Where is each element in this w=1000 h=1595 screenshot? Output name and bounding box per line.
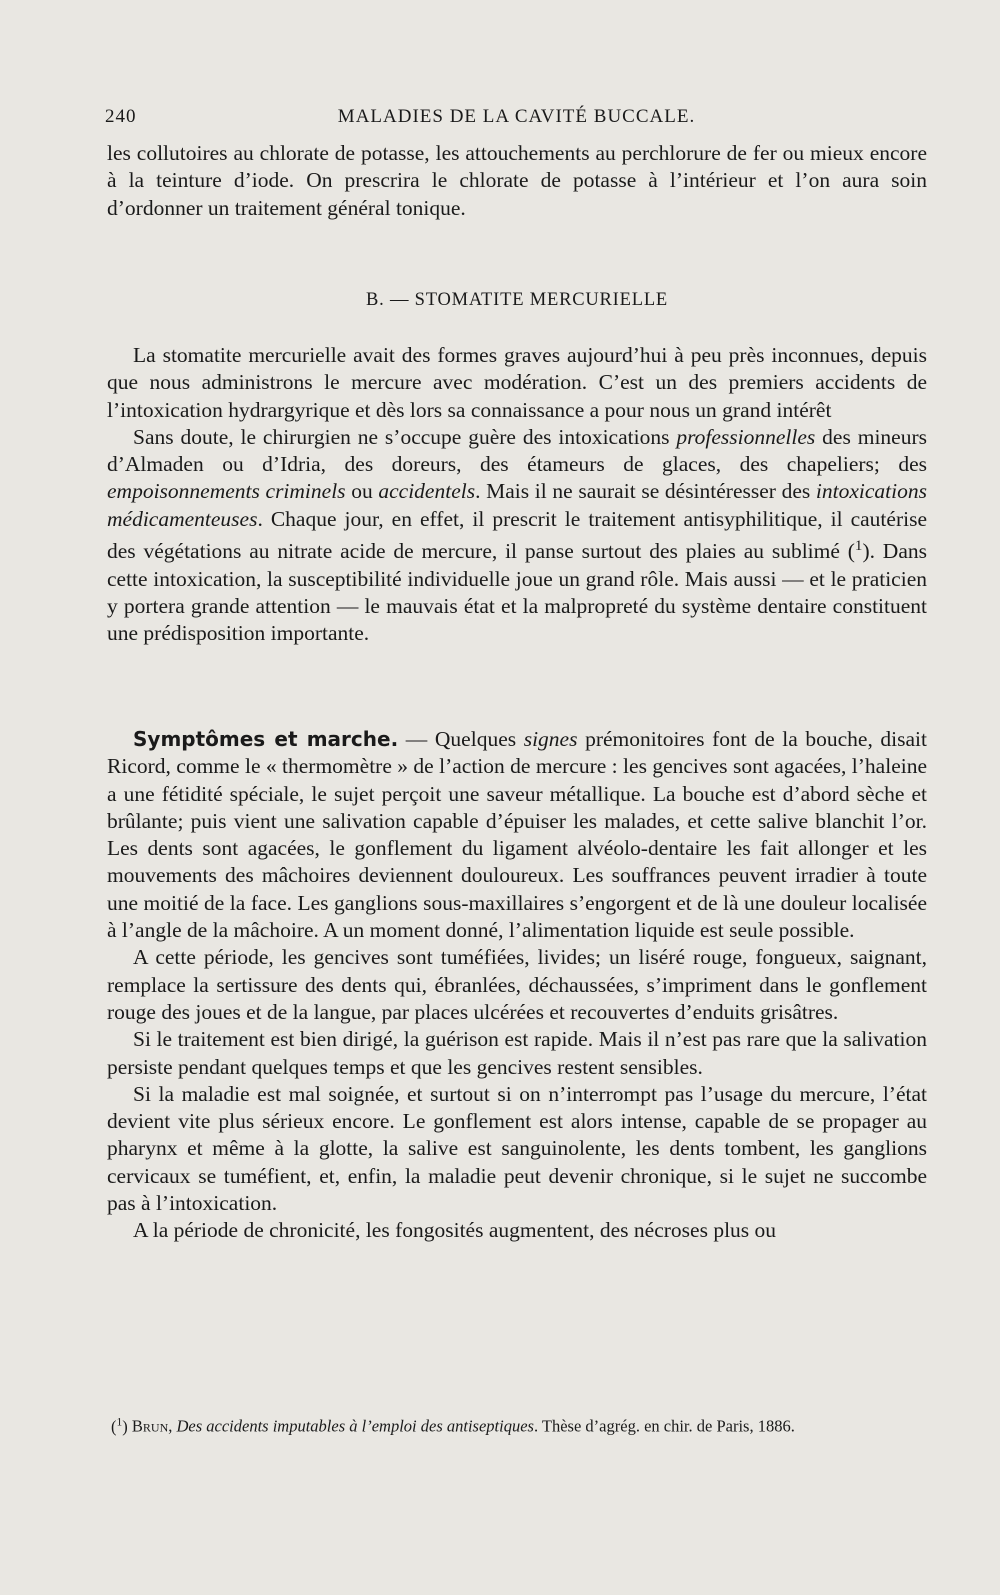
subsection-heading: Symptômes et marche. [133, 727, 399, 751]
section-title: B. — STOMATITE MERCURIELLE [365, 290, 669, 310]
footnote: ($^1$) Brun, Des accidents imputables à l’emploi des antiseptiques. Thèse d’agrég. en chir. de Paris, 1886. [111, 1416, 795, 1436]
paragraph-chronicite: A la période de chronicité, les fongosités augmentent, des nécroses plus ou [133, 1218, 777, 1243]
footnote-ref: 1 [854, 538, 863, 555]
paragraph-intro: La stomatite mercurielle avait des formes graves aujourd’hui à peu près inconnues, depuis que nous administrons le mercure avec modération. C’est un des premiers accidents de l’intoxication hydrargyrique et dès lors sa connaissance a pour nous un grand intérêt [107, 343, 927, 422]
running-header [105, 106, 928, 134]
symptoms-text-block [107, 726, 927, 1245]
paragraph-maladie-mal-soignee: Si la maladie est mal soignée, et surtout si on n’interrompt pas l’usage du mercure, l’état devient vite plus sérieux encore. Le gonflement est alors intense, capable de se propager au pharynx et même à la glotte, la salive est sanguinolente, les dents tombent, les ganglions cervicaux se tuméfient, et, enfin, la maladie peut devenir chronique, si le sujet ne succombe pas à l’intoxication. [107, 1081, 927, 1216]
page-number: 240 [105, 106, 137, 127]
running-title: MALADIES DE LA CAVITÉ BUCCALE. [337, 106, 696, 127]
paragraph-periode: A cette période, les gencives sont tuméfiées, livides; un liséré rouge, fongueux, saignant, remplace la sertissure des dents qui, ébranlées, déchaussées, s’impriment dans le gonflement rouge des joues et de la langue, par places ulcérées et recouvertes d’enduits grisâtres. [107, 945, 927, 1024]
top-text-block [107, 140, 927, 222]
paragraph-traitement: Si le traitement est bien dirigé, la guérison est rapide. Mais il n’est pas rare que la salivation persiste pendant quelques temps et que les gencives restent sensibles. [107, 1027, 927, 1079]
paragraph-symptomes: Symptômes et marche. — Quelques signes prémonitoires font de la bouche, disait Ricord, comme le « thermomètre » de l’action de mercure : les gencives sont agacées, l’haleine a une fétidité spéciale, le sujet perçoit une saveur métallique. La bouche est d’abord sèche et brûlante; puis vient une salivation capable d’épuiser les malades, et cette salive blanchit l’or. Les dents sont agacées, le gonflement du ligament alvéolo-dentaire les fait allonger et les mouvements des mâchoires deviennent douloureux. Les souffrances peuvent irradier à toute une moitié de la face. Les ganglions sous-maxillaires s’engorgent et de là une douleur localisée à l’angle de la mâchoire. A un moment donné, l’alimentation liquide est seule possible. [107, 727, 928, 943]
paragraph-continued: les collutoires au chlorate de potasse, les attouchements au perchlorure de fer ou mieux encore à la teinture d’iode. On prescrira le chlorate de potasse à l’intérieur et l’on aura soin d’ordonner un traitement général tonique. [107, 141, 927, 220]
paragraph-intoxications: Sans doute, le chirurgien ne s’occupe guère des intoxications professionnelles des mineurs d’Almaden ou d’Idria, des doreurs, des étameurs de glaces, des chapeliers; des empoisonnements criminels ou accidentels. Mais il ne saurait se désintéresser des intoxications médicamenteuses. Chaque jour, en effet, il prescrit le traitement antisyphilitique, il cautérise des végétations au nitrate acide de mercure, il panse surtout des plaies au sublimé ($^1$). Dans cette intoxication, la susceptibilité individuelle joue un grand rôle. Mais aussi — et le praticien y portera grande attention — le mauvais état et la malpropreté du système dentaire constituent une prédisposition importante. [107, 424, 927, 646]
main-text-block [107, 342, 927, 647]
footnote-author: Brun [131, 1416, 169, 1436]
footnote-title: Des accidents imputables à l’emploi des antiseptiques [176, 1416, 534, 1436]
